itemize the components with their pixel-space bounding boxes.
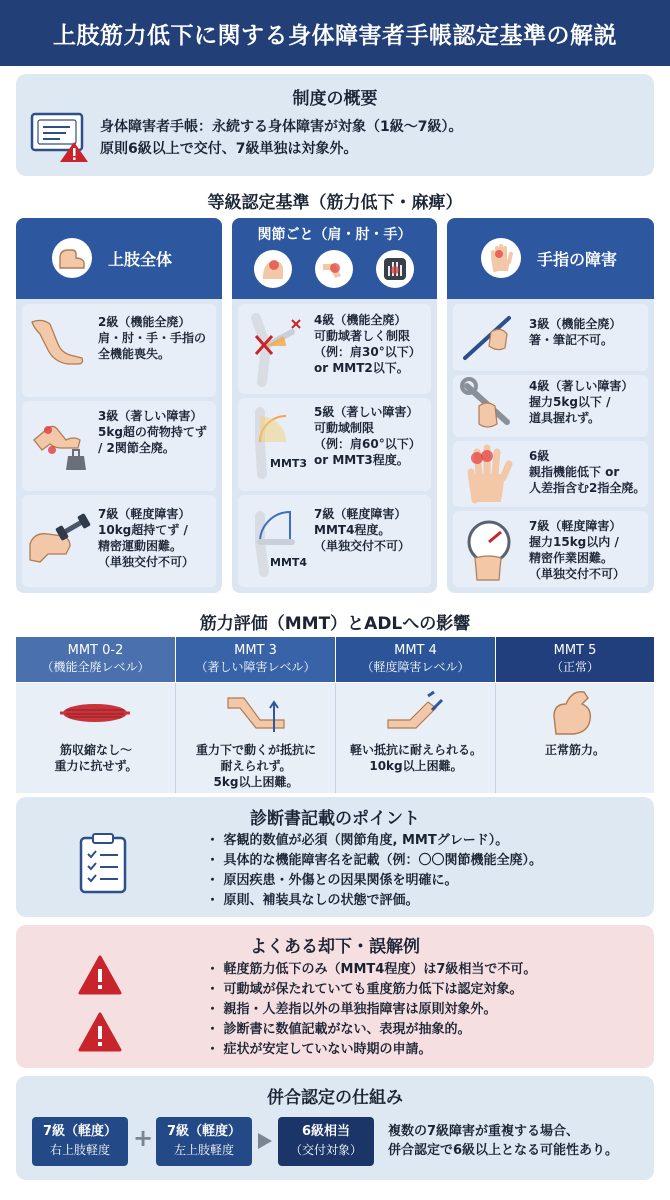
grade-text <box>98 314 206 362</box>
mmt-level-sub: （機能全廃レベル） <box>41 660 150 674</box>
grade-desc: 全機能喪失。 <box>98 347 171 361</box>
mmt-header-0 <box>16 637 175 682</box>
dumbbell-arm-icon <box>26 510 92 566</box>
overview-line-2: 原則6級以上で交付、7級単独は対象外。 <box>100 141 358 157</box>
column-header <box>16 218 222 299</box>
diagnosis-title: 診断書記載のポイント <box>250 809 420 829</box>
grade-label: 6級 <box>529 449 550 463</box>
mmt3-label: MMT3 <box>270 457 308 470</box>
rejection-point-text: 親指・人差指以外の単独指障害は原則対象外。 <box>223 1002 497 1017</box>
mmt-desc-1 <box>176 742 336 790</box>
mmt-header-2 <box>336 637 495 682</box>
grade-desc: MMT4程度。 <box>314 523 391 537</box>
hand-icon <box>481 238 521 278</box>
hand-xray-icon <box>376 250 414 288</box>
criteria-column-upper-limb <box>16 218 222 593</box>
grade-desc: 可動域著しく制限 <box>314 329 411 343</box>
mmt-desc-line: 10kg以上困難。 <box>369 759 463 773</box>
grade-desc: 道具握れず。 <box>529 411 601 425</box>
flexed-bicep-icon <box>548 686 602 738</box>
rejection-point-text: 症状が安定していない時期の申請。 <box>223 1042 432 1057</box>
grade-label: 4級（機能全廃） <box>314 313 407 327</box>
rejection-point-text: 診断書に数値記載がない、表現が抽象的。 <box>223 1022 471 1037</box>
grade-desc: （単独交付不可） <box>98 555 195 569</box>
mmt-desc-0 <box>16 742 176 774</box>
mmt-desc-line: 軽い抵抗に耐えられる。 <box>349 743 482 757</box>
grade-desc: （例：肩60°以下） <box>314 437 421 451</box>
grade-label: 7級（軽度障害） <box>98 507 191 521</box>
grade-box-right <box>32 1117 128 1166</box>
rejection-point: ・ 症状が安定していない時期の申請。 <box>206 1042 432 1057</box>
grade-desc: 精密作業困難。 <box>529 551 614 565</box>
mmt-desc-line: 5kg以上困難。 <box>213 775 299 789</box>
column-header <box>232 218 437 299</box>
muscle-fiber-icon <box>60 700 130 726</box>
grade-desc: 親指機能低下 or <box>529 465 620 479</box>
finger-pain-icon <box>463 444 517 504</box>
grade-label: 4級（著しい障害） <box>529 379 634 393</box>
mmt-desc-line: 正常筋力。 <box>544 743 605 757</box>
diagnosis-point: ・ 原因疾患・外傷との因果関係を明確に。 <box>206 873 458 888</box>
mmt-level-sub: （正常） <box>550 660 599 674</box>
criteria-column-joints <box>232 218 437 593</box>
grade-label: 7級（軽度障害） <box>314 507 407 521</box>
criteria-column-fingers <box>447 218 654 593</box>
certificate-warning-icon <box>30 112 92 164</box>
grade-desc: 可動域制限 <box>314 421 375 435</box>
rejection-points <box>206 960 536 1060</box>
pen-hand-icon <box>461 312 521 362</box>
diagnosis-point: ・ 客観的数値が必須（関節角度, MMTグレード）。 <box>206 833 509 848</box>
combined-title: 併合認定の仕組み <box>267 1088 403 1108</box>
grade-box-left <box>156 1117 252 1166</box>
grade-desc: （単独交付不可） <box>314 539 411 553</box>
arm-icon <box>52 238 92 278</box>
warning-icon <box>78 1012 122 1052</box>
page-title: 上肢筋力低下に関する身体障害者手帳認定基準の解説 <box>0 0 670 66</box>
grade-desc: or MMT2以下。 <box>314 361 409 375</box>
box-line: 6級相当 <box>301 1124 351 1139</box>
box-line: 7級（軽度） <box>42 1124 118 1139</box>
mmt4-label: MMT4 <box>270 556 308 569</box>
rejection-point: ・ 可動域が保たれていても重度筋力低下は認定対象。 <box>206 982 523 997</box>
shoulder-angle-icon <box>242 312 308 384</box>
grade-desc: 精密運動困難。 <box>98 539 183 553</box>
box-line: 7級（軽度） <box>166 1124 242 1139</box>
mmt-title: 筋力評価（MMT）とADLへの影響 <box>199 614 471 634</box>
rejection-point: ・ 軽度筋力低下のみ（MMT4程度）は7級相当で不可。 <box>206 962 537 977</box>
grade-text <box>529 518 625 582</box>
mmt-desc-line: 重力下で動くが抵抗に <box>195 743 316 757</box>
rejection-point-text: 可動域が保たれていても重度筋力低下は認定対象。 <box>223 982 523 997</box>
elbow-icon <box>315 250 353 288</box>
mmt-header-1 <box>176 637 335 682</box>
grade-label: 7級（軽度障害） <box>529 519 622 533</box>
diagnosis-point: ・ 原則、補装具なしの状態で評価。 <box>206 893 419 908</box>
grade-text <box>314 312 421 376</box>
grade-label: 2級（機能全廃） <box>98 315 191 329</box>
mmt-desc-2 <box>336 742 496 774</box>
grade-label: 5級（著しい障害） <box>314 405 419 419</box>
grade-desc: 握力5kg以下 / <box>529 395 611 409</box>
grade-desc: （例：肩30°以下） <box>314 345 421 359</box>
grade-text <box>529 448 645 496</box>
box-line: 左上肢軽度 <box>173 1143 234 1157</box>
column-heading: 手指の障害 <box>537 250 618 269</box>
grade-desc: 肩・肘・手・手指の <box>98 331 207 345</box>
weight-arm-icon <box>28 414 90 474</box>
column-header <box>447 218 654 299</box>
grade-desc: 箸・筆記不可。 <box>529 333 614 347</box>
mmt-level-sub: （著しい障害レベル） <box>195 660 316 674</box>
mmt-header-3 <box>496 637 654 682</box>
mmt-level-sub: （軽度障害レベル） <box>361 660 470 674</box>
mmt-level-name: MMT 0-2 <box>67 643 124 658</box>
mmt-level-name: MMT 3 <box>234 643 277 658</box>
rejection-title: よくある却下・誤解例 <box>250 937 420 957</box>
grade-desc: 握力15kg以内 / <box>529 535 619 549</box>
mmt-level-name: MMT 4 <box>394 643 437 658</box>
grade-text <box>529 316 621 348</box>
overview-title: 制度の概要 <box>292 89 378 109</box>
combined-note <box>388 1122 618 1160</box>
overview-line-1: 身体障害者手帳：永続する身体障害が対象（1級〜7級）。 <box>100 119 463 135</box>
diagnosis-point-text: 原因疾患・外傷との因果関係を明確に。 <box>223 873 458 888</box>
grade-desc: （単独交付不可） <box>529 567 626 581</box>
note-line: 複数の7級障害が重複する場合、 <box>388 1124 580 1139</box>
rejection-point-text: 軽度筋力低下のみ（MMT4程度）は7級相当で不可。 <box>223 962 537 977</box>
grade-desc: 10kg超持てず / <box>98 523 188 537</box>
mmt-desc-3 <box>496 742 654 758</box>
diagnosis-point-text: 具体的な機能障害名を記載（例：〇〇関節機能全廃）。 <box>223 853 543 868</box>
box-line: （交付対象） <box>289 1143 362 1157</box>
column-heading: 関節ごと（肩・肘・手） <box>257 227 412 243</box>
grade-desc: / 2関節全廃。 <box>98 441 175 455</box>
raised-arm-icon <box>224 690 294 740</box>
result-box <box>278 1117 374 1166</box>
grade-desc: 人差指含む2指全廃。 <box>529 481 646 495</box>
diagnosis-point: ・ 具体的な機能障害名を記載（例：〇〇関節機能全廃）。 <box>206 853 543 868</box>
plus-sign: + <box>133 1124 154 1152</box>
clipboard-checklist-icon <box>78 832 128 894</box>
diagnosis-points <box>206 831 542 911</box>
grade-label: 3級（著しい障害） <box>98 409 203 423</box>
grade-desc: 5kg超の荷物持てず <box>98 425 207 439</box>
diagnosis-point-text: 客観的数値が必須（関節角度, MMTグレード）。 <box>223 833 509 848</box>
grade-text <box>98 408 207 456</box>
wrench-hand-icon <box>461 378 521 436</box>
mmt-level-name: MMT 5 <box>553 643 597 658</box>
grade-desc: or MMT3程度。 <box>314 453 409 467</box>
column-heading: 上肢全体 <box>108 250 173 269</box>
grade-label: 3級（機能全廃） <box>529 317 622 331</box>
grade-text <box>314 506 410 554</box>
lowered-arm-icon <box>28 314 86 368</box>
shoulder-icon <box>254 250 292 288</box>
mmt-desc-line: 筋収縮なし〜 <box>59 743 132 757</box>
box-line: 右上肢軽度 <box>49 1143 110 1157</box>
overview-text <box>100 116 462 160</box>
rejection-point: ・ 親指・人差指以外の単独指障害は原則対象外。 <box>206 1002 497 1017</box>
grade-text <box>98 506 194 570</box>
grade-text <box>314 404 421 468</box>
criteria-title: 等級認定基準（筋力低下・麻痺） <box>207 193 463 213</box>
grade-text <box>529 378 633 426</box>
diagnosis-point-text: 原則、補装具なしの状態で評価。 <box>223 893 419 908</box>
arrow-right-icon <box>258 1133 272 1149</box>
grip-gauge-icon <box>461 518 521 582</box>
rejection-point: ・ 診断書に数値記載がない、表現が抽象的。 <box>206 1022 471 1037</box>
note-line: 併合認定で6級以上となる可能性あり。 <box>388 1143 619 1158</box>
mmt-desc-line: 重力に抗せず。 <box>54 759 138 773</box>
warning-icon <box>78 955 122 995</box>
resisted-arm-icon <box>384 690 454 740</box>
mmt-desc-line: 耐えられず。 <box>220 759 292 773</box>
